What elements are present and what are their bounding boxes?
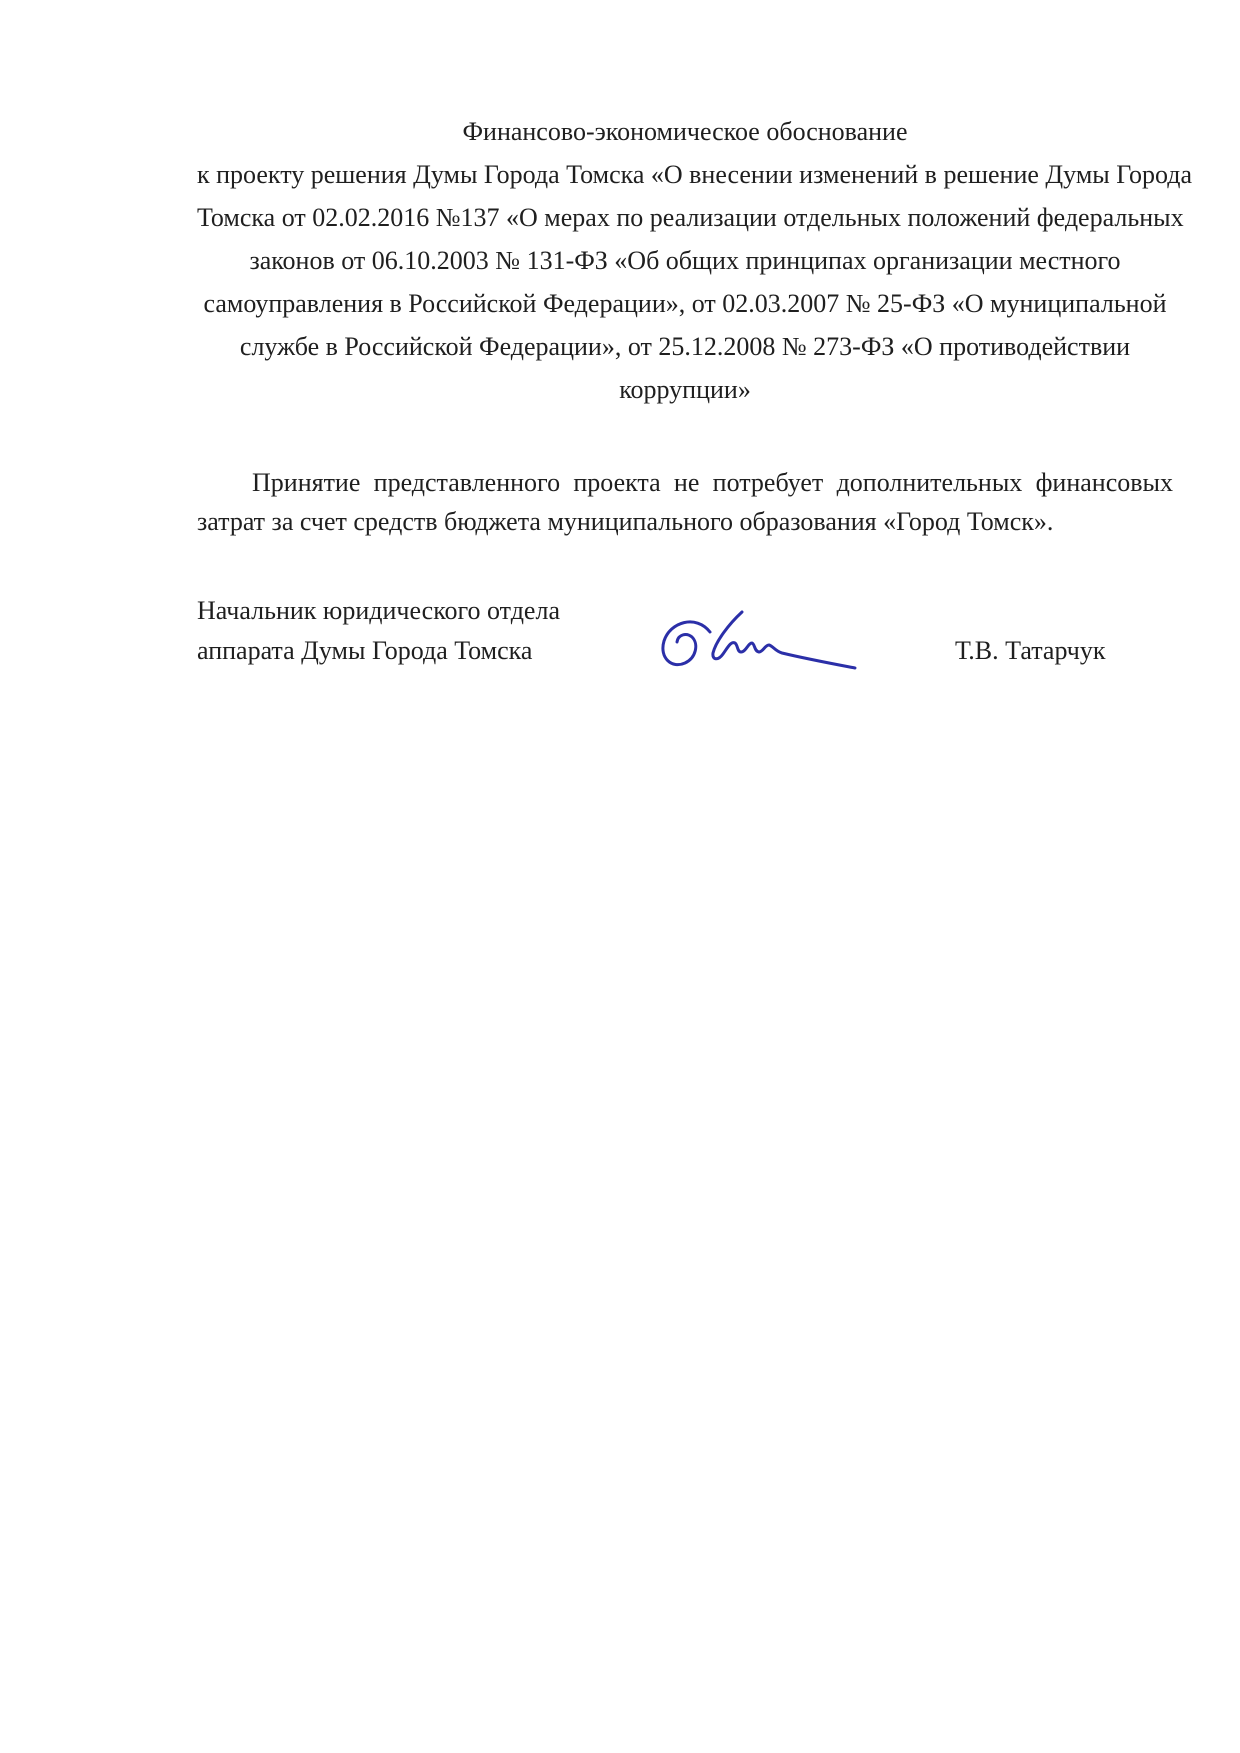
signoff-position-block bbox=[197, 591, 667, 671]
handwritten-signature-icon bbox=[652, 606, 867, 674]
title-line-4: законов от 06.10.2003 № 131-ФЗ «Об общих принципах организации местного bbox=[249, 246, 1121, 275]
document-title-block bbox=[197, 110, 1193, 411]
title-line-2: к проекту решения Думы Города Томска «О внесении изменений в решение Думы Города bbox=[197, 160, 1193, 189]
signoff-position-line-1: Начальник юридического отдела bbox=[197, 596, 560, 625]
paragraph-line-1: Принятие представленного проекта не потребует дополнительных финансовых bbox=[252, 468, 1173, 497]
body-paragraph bbox=[197, 463, 1173, 541]
title-line-5: самоуправления в Российской Федерации», от 02.03.2007 № 25-ФЗ «О муниципальной bbox=[203, 289, 1167, 318]
title-line-7: коррупции» bbox=[619, 375, 751, 404]
signee-name: Т.В. Татарчук bbox=[955, 636, 1106, 665]
signoff-position-line-2: аппарата Думы Города Томска bbox=[197, 636, 533, 665]
document-title: Финансово-экономическое обоснование bbox=[462, 117, 908, 146]
title-line-3: Томска от 02.02.2016 №137 «О мерах по реализации отдельных положений федеральных bbox=[197, 203, 1184, 232]
paragraph-line-2: затрат за счет средств бюджета муниципального образования «Город Томск». bbox=[197, 507, 1054, 536]
title-line-6: службе в Российской Федерации», от 25.12.2008 № 273-ФЗ «О противодействии bbox=[239, 332, 1131, 361]
